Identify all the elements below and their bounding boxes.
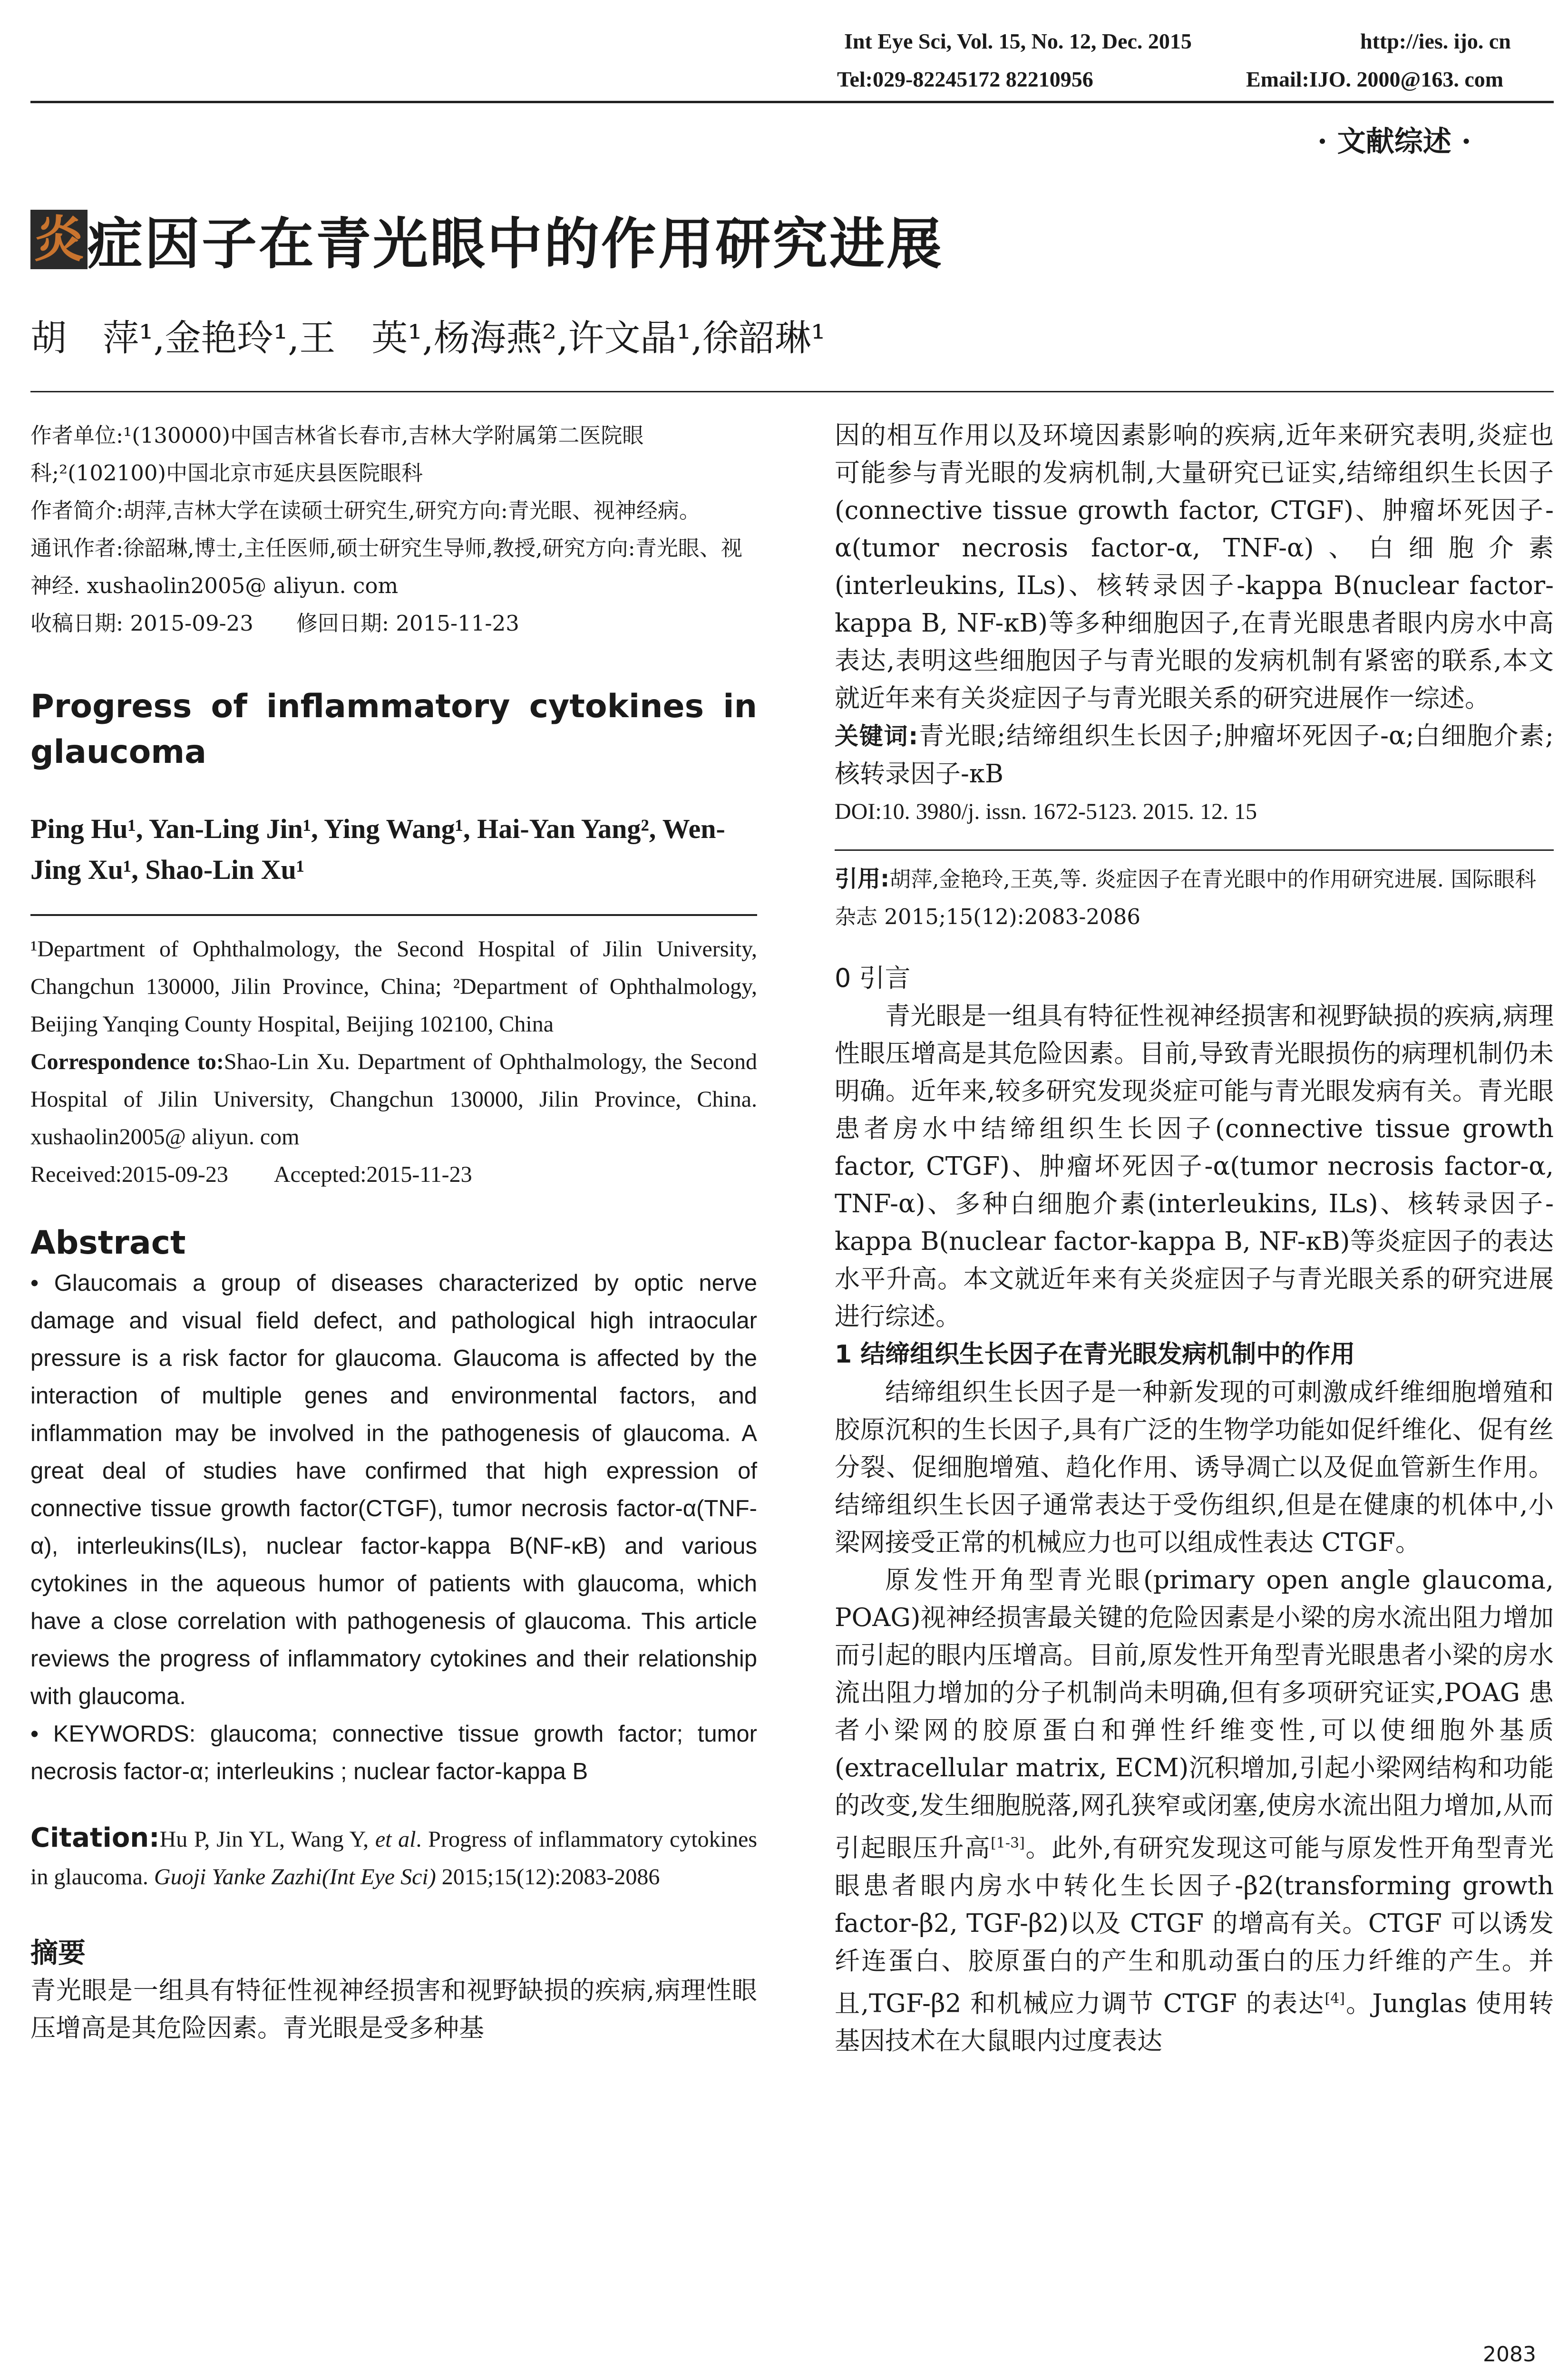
affiliation-cn: 作者单位:¹(130000)中国吉林省长春市,吉林大学附属第二医院眼科;²(102100)中国北京市延庆县医院眼科 [30,423,644,486]
article-title [30,200,944,279]
journal-email: Email:IJO. 2000@163. com [1246,67,1504,91]
section1-p2-part-b: 。此外,有研究发现这可能与原发性开角型青光眼患者眼内房水中转化生长因子-β2(transforming growth factor-β2, TGF-β2)以及 CTGF 的增高有关。CTGF 可以诱发纤连蛋白、胶原蛋白的产生和肌动蛋白的压力纤维的产生。并且,TGF-β2 和机械应力调节 CTGF 的表达 [835,1833,1554,2018]
english-authors-rule [30,914,757,916]
authors-rule [30,391,1554,392]
journal-url[interactable]: http://ies. ijo. cn [1360,29,1511,53]
section-label: · 文献综述 · [1317,125,1471,158]
english-title: Progress of inflammatory cytokines in glaucoma [30,688,757,771]
citation-et-al: et al [375,1827,416,1852]
header-rule [30,101,1554,103]
citation-part-c: 2015;15(12):2083-2086 [436,1864,660,1890]
citation-cn-text: 胡萍,金艳玲,王英,等. 炎症因子在青光眼中的作用研究进展. 国际眼科杂志 2015;15(12):2083-2086 [835,867,1537,929]
section1-paragraph2 [835,1561,1554,2060]
english-affiliation: ¹Department of Ophthalmology, the Second Hospital of Jilin University, Changchun 130000, Jilin Province, China; ²Department of Ophthalmology, Beijing Yanqing County Hospital, Beijing 102100, China [30,936,757,1037]
section1-p2-part-c: 。Junglas 使用转基因技术在大鼠眼内过度表达 [835,1989,1554,2056]
english-authors: Ping Hu¹, Yan-Ling Jin¹, Ying Wang¹, Hai-Yan Yang², Wen-Jing Xu¹, Shao-Lin Xu¹ [30,813,725,885]
title-drop-cap: 炎 [30,210,88,269]
abstract-text: • Glaucomais a group of diseases characterized by optic nerve damage and visual field defect, and pathological high intraocular pressure is a risk factor for glaucoma. Glaucoma is affected by the interaction of multiple genes and environmental factors, and inflammation may be involved in the pathogenesis of glaucoma. A great deal of studies have confirmed that high expression of connective tissue growth factor(CTGF), tumor necrosis factor-α(TNF-α), interleukins(ILs), nuclear factor-kappa B(NF-κB) and various cytokines in the aqueous humor of patients with glaucoma, which have a close correlation with pathogenesis of glaucoma. This article reviews the progress of inflammatory cytokines and their relationship with glaucoma. [30,1270,757,1709]
citation-en [30,1819,757,1896]
keywords-cn [835,717,1554,793]
received-accepted: Received:2015-09-23 Accepted:2015-11-23 [30,1162,472,1187]
citation-label: Citation: [30,1822,160,1853]
left-column [30,417,757,2047]
english-correspondence [30,1043,757,1156]
keywords-en: • KEYWORDS: glaucoma; connective tissue growth factor; tumor necrosis factor-α; interleukins ; nuclear factor-kappa B [30,1721,757,1784]
zh-abstract-continued: 因的相互作用以及环境因素影响的疾病,近年来研究表明,炎症也可能参与青光眼的发病机制,大量研究已证实,结缔组织生长因子(connective tissue growth factor, CTGF)、肿瘤坏死因子-α(tumor necrosis factor-α, TNF-α)、白细胞介素(interleukins, ILs)、核转录因子-kappa B(nuclear factor-kappa B, NF-κB)等多种细胞因子,在青光眼患者眼内房水中高表达,表明这些细胞因子与青光眼的发病机制有紧密的联系,本文就近年来有关炎症因子与青光眼关系的研究进展作一综述。 [835,421,1554,713]
keywords-cn-text: 青光眼;结缔组织生长因子;肿瘤坏死因子-α;白细胞介素;核转录因子-κB [835,721,1554,789]
zh-abstract-heading: 摘要 [30,1937,86,1969]
citation-journal: Guoji Yanke Zazhi(Int Eye Sci) [154,1864,436,1890]
dates-cn: 收稿日期: 2015-09-23 修回日期: 2015-11-23 [30,611,519,636]
intro-text: 青光眼是一组具有特征性视神经损害和视野缺损的疾病,病理性眼压增高是其危险因素。目前,导致青光眼损伤的病理机制仍未明确。近年来,较多研究发现炎症可能与青光眼发病有关。青光眼患者房水中结缔组织生长因子(connective tissue growth factor, CTGF)、肿瘤坏死因子-α(tumor necrosis factor-α, TNF-α)、多种白细胞介素(interleukins, ILs)、核转录因子-kappa B(nuclear factor-kappa B, NF-κB)等炎症因子的表达水平升高。本文就近年来有关炎症因子与青光眼关系的研究进展进行综述。 [835,1002,1554,1331]
doi-rule [835,849,1554,851]
zh-abstract-text: 青光眼是一组具有特征性视神经损害和视野缺损的疾病,病理性眼压增高是其危险因素。青光眼是受多种基 [30,1976,757,2043]
section1-paragraph1: 结缔组织生长因子是一种新发现的可刺激成纤维细胞增殖和胶原沉积的生长因子,具有广泛的生物学功能如促纤维化、促有丝分裂、促细胞增殖、趋化作用、诱导凋亡以及促血管新生作用。结缔组织生长因子通常表达于受伤组织,但是在健康的机体中,小梁网接受正常的机械应力也可以组成性表达 CTGF。 [835,1378,1554,1557]
reference-4[interactable]: [4] [1325,1990,1345,2007]
keywords-cn-label: 关键词: [835,722,918,750]
right-column [835,417,1554,2060]
citation-part-a: Hu P, Jin YL, Wang Y, [159,1827,375,1852]
page-number: 2083 [1483,2342,1536,2367]
abstract-heading: Abstract [30,1224,186,1262]
title-text: 症因子在青光眼中的作用研究进展 [88,212,944,276]
journal-tel: Tel:029-82245172 82210956 [837,67,1093,91]
correspondence-label: Correspondence to: [30,1049,224,1074]
citation-part-b: . Progress of inflammatory cytokines in glaucoma. [30,1827,757,1890]
citation-cn-label: 引用: [835,866,890,892]
author-bio: 作者简介:胡萍,吉林大学在读硕士研究生,研究方向:青光眼、视神经病。 [30,498,701,523]
section1-heading: 1 结缔组织生长因子在青光眼发病机制中的作用 [835,1340,1355,1369]
section1-p2-part-a: 原发性开角型青光眼(primary open angle glaucoma, POAG)视神经损害最关键的危险因素是小梁的房水流出阻力增加而引起的眼内压增高。目前,原发性开角型青光眼患者小梁的房水流出阻力增加的分子机制尚未明确,但有多项研究证实,POAG 患者小梁网的胶原蛋白和弹性纤维变性,可以使细胞外基质(extracellular matrix, ECM)沉积增加,引起小梁网结构和功能的改变,发生细胞脱落,网孔狭窄或闭塞,使房水流出阻力增加,从而引起眼压升高 [835,1566,1554,1863]
correspondence-cn: 通讯作者:徐韶琳,博士,主任医师,硕士研究生导师,教授,研究方向:青光眼、视神经. xushaolin2005@ aliyun. com [30,536,742,598]
intro-heading: 0 引言 [835,963,911,993]
doi[interactable]: DOI:10. 3980/j. issn. 1672-5123. 2015. 12. 15 [835,799,1257,824]
citation-cn [835,860,1554,935]
reference-1-3[interactable]: [1-3] [991,1835,1025,1851]
journal-info: Int Eye Sci, Vol. 15, No. 12, Dec. 2015 [844,29,1192,53]
correspondence-text: Shao-Lin Xu. Department of Ophthalmology, the Second Hospital of Jilin University, Changchun 130000, Jilin Province, China. xushaolin2005@ aliyun. com [30,1049,757,1150]
authors-cn: 胡 萍¹,金艳玲¹,王 英¹,杨海燕²,许文晶¹,徐韶琳¹ [30,317,826,359]
